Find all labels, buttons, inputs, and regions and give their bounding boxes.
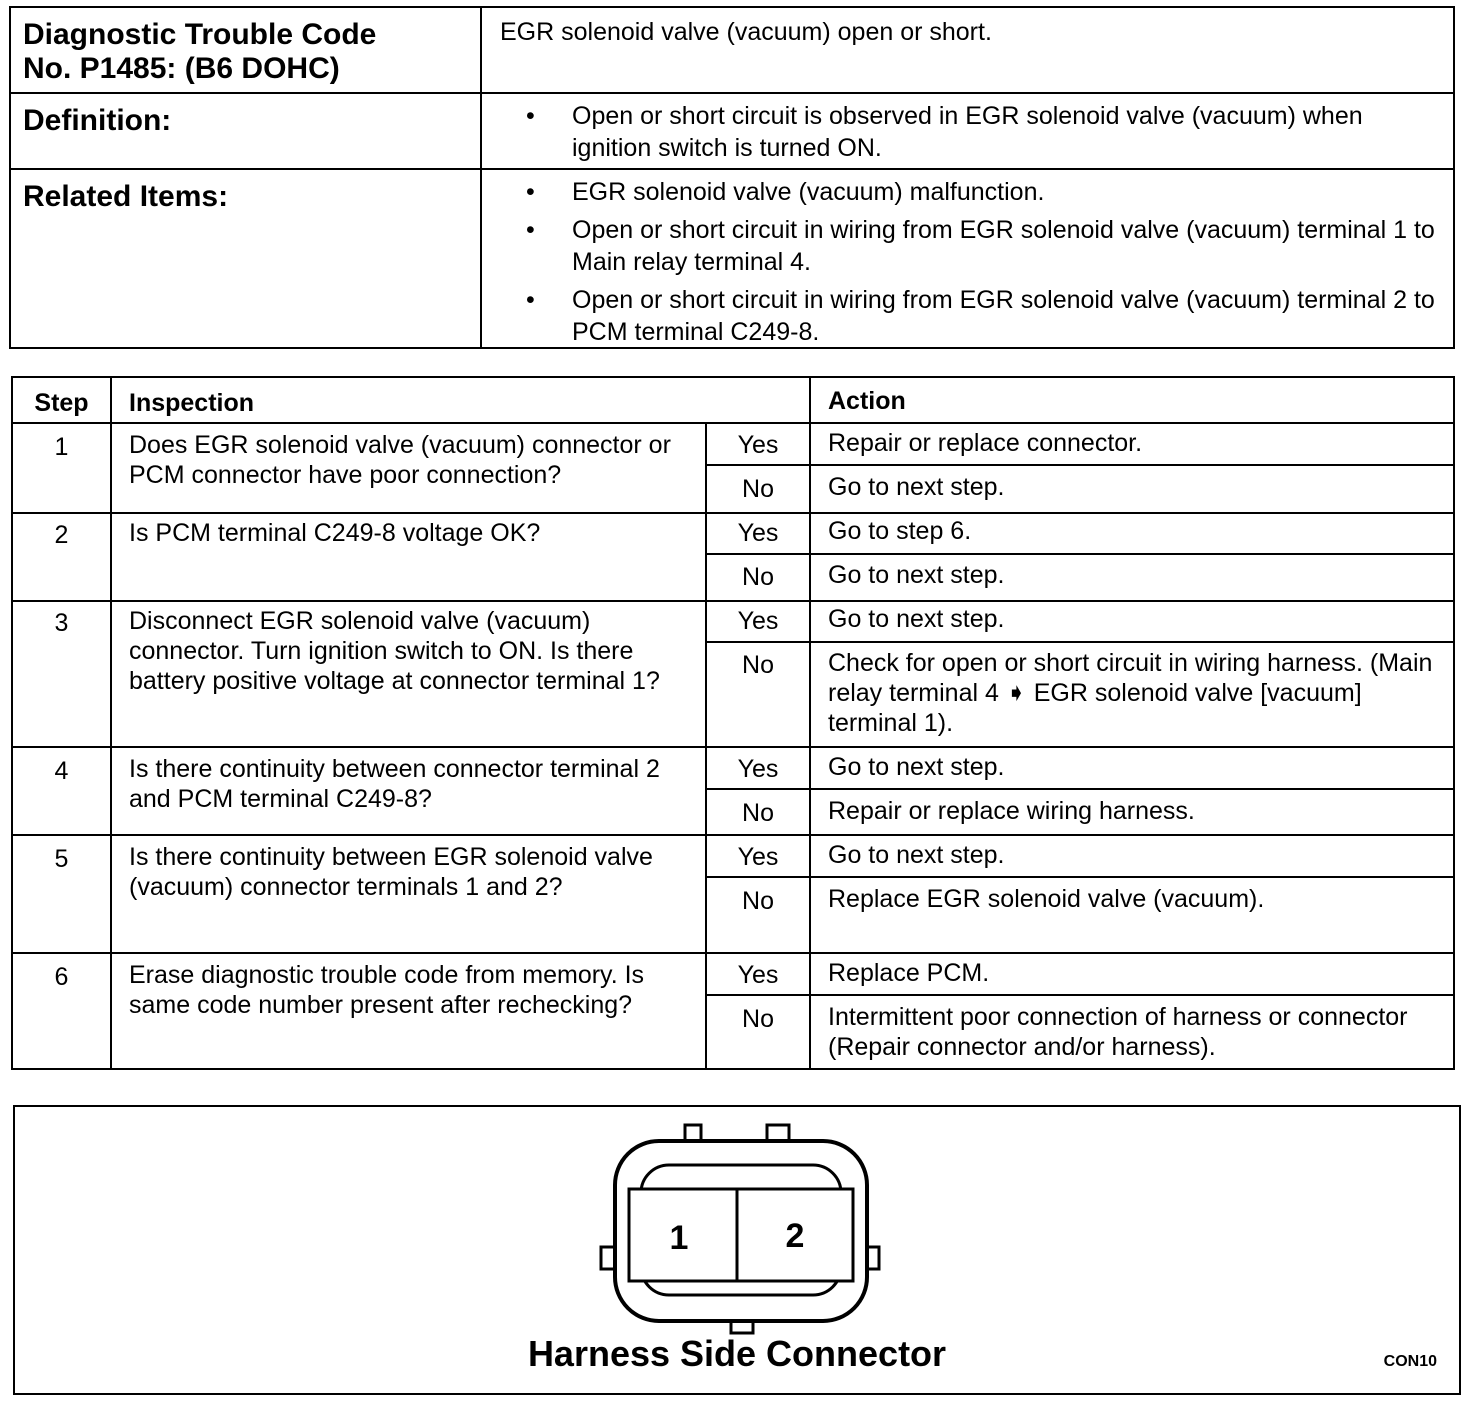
no-label: No [742,651,774,679]
no-action: Check for open or short circuit in wiring harness. (Main relay terminal 4 ➧ EGR solenoid valve [vacuum] terminal 1). [828,649,1433,737]
connector-title: Harness Side Connector [527,1333,947,1374]
yes-label: Yes [737,843,779,871]
no-label: No [742,799,774,827]
terminal-block [629,1189,853,1281]
dtc-label-line1: Diagnostic Trouble Code [23,18,377,51]
step-number: 6 [54,963,69,991]
inspection-text: Disconnect EGR solenoid valve (vacuum) connector. Turn ignition switch to ON. Is there battery positive voltage at connector terminal 1? [129,607,660,695]
no-label: No [742,475,774,503]
yes-label: Yes [737,519,779,547]
no-action: Replace EGR solenoid valve (vacuum). [828,885,1265,913]
inspection-steps-table [11,376,1455,1070]
row-divider [13,952,1453,954]
row-divider [707,553,1453,555]
bullet: • [526,216,535,244]
step-number: 3 [54,609,69,637]
row-divider [13,422,1453,424]
yes-label: Yes [737,607,779,635]
yes-label: Yes [737,431,779,459]
inspection-text: Erase diagnostic trouble code from memory. Is same code number present after rechecking? [129,961,645,1019]
bullet: • [526,178,535,206]
no-action: Go to next step. [828,473,1005,501]
bullet: • [526,102,535,130]
header-step: Step [34,389,89,417]
inspection-text: Is there continuity between EGR solenoid valve (vacuum) connector terminals 1 and 2? [129,843,653,901]
row-divider [707,994,1453,996]
header-action: Action [828,387,906,415]
related-item: • Open or short circuit in wiring from EGR solenoid valve (vacuum) terminal 2 to PCM terminal C249-8. [526,286,1435,346]
no-action: Intermittent poor connection of harness or connector (Repair connector and/or harness). [828,1003,1408,1061]
terminal-2-label: 2 [785,1217,805,1255]
step-number: 1 [54,433,69,461]
yes-action: Go to next step. [828,841,1005,869]
related-item: • EGR solenoid valve (vacuum) malfunction. [526,178,1045,206]
no-label: No [742,887,774,915]
inspection-text: Is there continuity between connector terminal 2 and PCM terminal C249-8? [129,755,660,813]
step-number: 5 [54,845,69,873]
yes-label: Yes [737,961,779,989]
terminal-1-label: 1 [669,1219,689,1257]
yes-action: Replace PCM. [828,959,990,987]
figure-code: CON10 [1383,1353,1437,1370]
column-divider [110,378,112,1068]
row-divider [707,641,1453,643]
row-divider [13,512,1453,514]
row-divider [13,834,1453,836]
dtc-header-table [9,6,1455,349]
bullet: • [526,286,535,314]
yes-action: Go to next step. [828,753,1005,781]
row-divider [707,876,1453,878]
row-divider [13,746,1453,748]
no-action: Repair or replace wiring harness. [828,797,1195,825]
yes-action: Go to step 6. [828,517,972,545]
related-items-row [11,170,1453,347]
dtc-row [11,8,1453,94]
row-divider [13,600,1453,602]
related-list [482,170,1453,347]
no-label: No [742,563,774,591]
inspection-text: Is PCM terminal C249-8 voltage OK? [129,519,541,547]
related-item: • Open or short circuit in wiring from EGR solenoid valve (vacuum) terminal 1 to Main relay terminal 4. [526,216,1435,276]
connector-diagram-box [13,1105,1461,1395]
dtc-label [11,8,482,92]
definition-label: Definition: [11,94,482,168]
row-divider [707,464,1453,466]
definition-row [11,94,1453,170]
header-inspection: Inspection [129,389,255,417]
definition-list [482,94,1453,168]
no-action: Go to next step. [828,561,1005,589]
yes-action: Go to next step. [828,605,1005,633]
inspection-text: Does EGR solenoid valve (vacuum) connector or PCM connector have poor connection? [129,431,671,489]
column-divider [809,378,811,1068]
dtc-label-line2: No. P1485: (B6 DOHC) [23,52,340,85]
dtc-value: EGR solenoid valve (vacuum) open or short. [500,18,992,46]
yes-label: Yes [737,755,779,783]
step-number: 2 [54,521,69,549]
related-label: Related Items: [11,170,482,347]
definition-item: • Open or short circuit is observed in EGR solenoid valve (vacuum) when ignition switch is turned ON. [526,102,1363,162]
row-divider [707,788,1453,790]
connector-illustration [595,1119,895,1339]
step-number: 4 [54,757,69,785]
yes-action: Repair or replace connector. [828,429,1143,457]
no-label: No [742,1005,774,1033]
